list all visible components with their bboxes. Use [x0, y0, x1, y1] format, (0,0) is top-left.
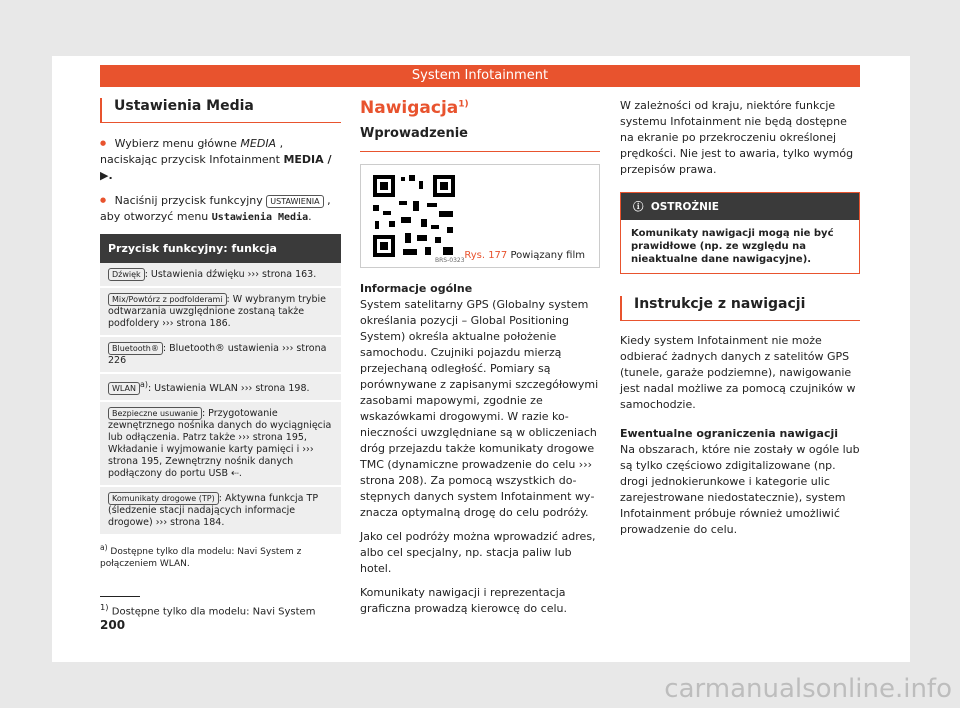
warning-icon: ⓘ [633, 201, 644, 213]
figure-caption [464, 250, 585, 261]
footnote-mark: 1) [458, 99, 469, 110]
row-text: : Ustawienia WLAN ››› strona 198. [147, 383, 310, 395]
text: . [308, 210, 312, 223]
table-row [100, 487, 341, 536]
footnote-mark: a) [100, 543, 108, 553]
paragraph-heading: Ewentualne ograniczenia nawigacji [620, 427, 839, 440]
column-navigation [360, 98, 600, 625]
paragraph: Komunikaty nawigacji i reprezentacja graficzna prowadzą kierowcę do celu. [360, 586, 567, 615]
text: , naciskając przycisk Infotainment [100, 137, 284, 166]
figure-code: BRS-0323 [435, 257, 465, 264]
footnote-divider [100, 596, 140, 597]
paragraph: Kiedy system Infotainment nie może odbierać żadnych danych z satelitów GPS (tunele, garaże podziemne), nawigowanie jest nadal możliwe za pomocą czujników w samochodzie. [620, 334, 856, 411]
footnote-text: Dostępne tylko dla modelu: Navi System [111, 606, 316, 618]
caution-text: Komunikaty nawigacji mogą nie być prawidłowe (np. ze względu na nieaktualne dane nawigacyjne). [631, 228, 834, 265]
row-text: : W wybranym trybie odtwarzania uwzględnione zostaną także podfoldery ››› strona 186. [108, 294, 326, 329]
function-key: Bluetooth® [108, 342, 163, 355]
qr-code-icon[interactable] [369, 171, 459, 261]
instruction-1 [100, 135, 341, 184]
table-row [100, 337, 341, 374]
instruction-2 [100, 192, 341, 226]
caption-text: Powiązany film [510, 250, 585, 261]
function-key: USTAWIENIA [266, 195, 323, 208]
paragraph: System satelitarny GPS (Globalny system określania pozycji – Global Positioning System) określa aktualne położenie samochodu. Czujniki pojazdu mierzą przejechaną odległość. Pomiary są porównywane z zapisanymi szczegółowymi zasobami mapowymi, zgodnie ze wskazówkami drogowymi. W razie konieczności uwzględniane są w obliczeniach dróg przejazdu także komunikaty drogowe TMC (dynamiczne prowadzenie do celu ››› strona 208). Za pomocą wszystkich dostępnych danych system Infotainment wyznacza optymalną drogę do celu podróży. [360, 298, 599, 519]
table-note [100, 542, 341, 570]
figure-177 [360, 164, 600, 268]
infotainment-keys: MEDIA / ▶. [100, 153, 332, 182]
caution-title: OSTROŻNIE [650, 201, 719, 213]
watermark: carmanualsonline.info [664, 674, 952, 704]
function-key: Komunikaty drogowe (TP) [108, 492, 219, 505]
column-media-settings [100, 98, 341, 570]
note-text: Dostępne tylko dla modelu: Navi System z połączeniem WLAN. [100, 547, 302, 570]
chapter-title [360, 98, 600, 118]
section-heading: Instrukcje z nawigacji [620, 296, 860, 321]
row-text: : Bluetooth® ustawienia ››› strona 226 [108, 343, 327, 366]
table-row [100, 402, 341, 487]
paragraph: Na obszarach, które nie zostały w ogóle lub są tylko częściowo zdigitalizowane (np. drogi jednokierunkowe i kategorie ulic zarejestrowane niedostatecznie), system Infotainment próbuje również umożliwić prowadzenie do celu. [620, 443, 860, 536]
table-row [100, 374, 341, 402]
section-heading: Ustawienia Media [100, 98, 341, 123]
figure-label: Rys. 177 [464, 250, 508, 261]
row-text: : Ustawienia dźwięku ››› strona 163. [144, 269, 317, 280]
subsection-heading: Wprowadzenie [360, 126, 600, 152]
paragraph: Jako cel podróży można wprowadzić adres, albo cel specjalny, np. stacja paliw lub hotel. [360, 530, 596, 575]
text: , aby otworzyć menu [100, 194, 331, 223]
function-key: WLAN [108, 382, 140, 395]
menu-name: Ustawienia Media [211, 212, 309, 223]
text: Naciśnij przycisk funkcyjny [114, 194, 263, 207]
table-row [100, 263, 341, 288]
footnote [100, 602, 315, 617]
paragraph: W zależności od kraju, niektóre funkcje systemu Infotainment nie będą dostępne na ekranie po przekroczeniu określonej prędkości. Nie jest to awaria, tylko wymóg przepisów prawa. [620, 99, 854, 176]
footnote-mark: 1) [100, 602, 109, 612]
text: Wybierz menu główne [114, 137, 237, 150]
menu-name: MEDIA [240, 137, 277, 150]
paragraph-heading: Informacje ogólne [360, 282, 473, 295]
page-header: System Infotainment [100, 65, 860, 87]
row-text: : Przygotowanie zewnętrznego nośnika danych do wyciągnięcia lub odłączenia. Patrz także ››› strona 195, Wkładanie i wyjmowanie karty pamięci i ››› strona 195, Zewnętrzny nośnik danych podłączony do portu USB ⇠. [108, 408, 332, 480]
footnote-mark: a) [140, 380, 148, 389]
function-key: Dźwięk [108, 268, 145, 281]
table-row [100, 288, 341, 337]
column-navigation-cont [620, 98, 860, 546]
function-key: Bezpieczne usuwanie [108, 407, 202, 420]
table-header: Przycisk funkcyjny: funkcja [100, 234, 341, 263]
row-text: : Aktywna funkcja TP (śledzenie stacji nadających informacje drogowe) ››› strona 184. [108, 493, 319, 529]
title-text: Nawigacja [360, 98, 459, 118]
caution-box [620, 192, 860, 274]
page-number: 200 [100, 618, 126, 632]
caution-header [621, 193, 859, 220]
function-key: Mix/Powtórz z podfolderami [108, 293, 227, 306]
